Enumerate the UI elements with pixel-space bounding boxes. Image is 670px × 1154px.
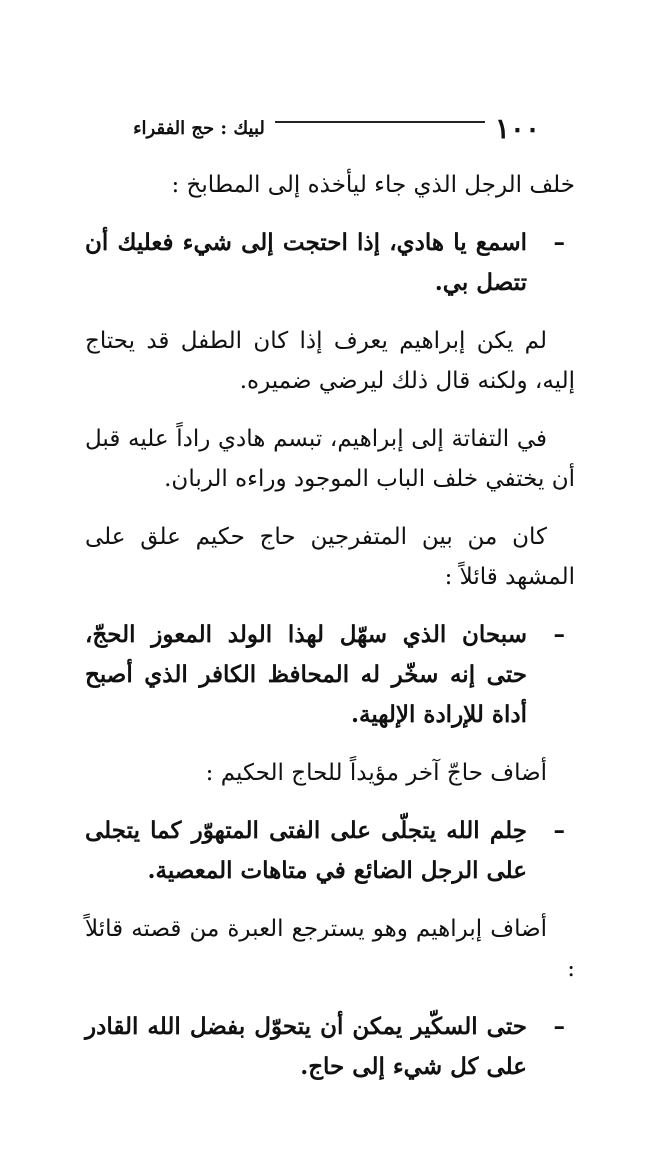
paragraph-text: أضاف إبراهيم وهو يسترجع العبرة من قصته قائلاً : bbox=[85, 916, 575, 982]
paragraph bbox=[85, 419, 575, 499]
page-number: ١٠٠ bbox=[494, 111, 540, 145]
paragraph bbox=[85, 321, 575, 401]
dialogue-line bbox=[85, 223, 575, 303]
paragraph bbox=[85, 165, 575, 205]
dialogue-line bbox=[85, 615, 575, 735]
paragraph-text: خلف الرجل الذي جاء ليأخذه إلى المطابخ : bbox=[171, 172, 575, 198]
dialogue-line bbox=[85, 1007, 575, 1087]
paragraph-text: أضاف حاجّ آخر مؤيداً للحاج الحكيم : bbox=[205, 760, 547, 786]
paragraph-text: كان من بين المتفرجين حاج حكيم علق على المشهد قائلاً : bbox=[85, 524, 575, 590]
paragraph-text: في التفاتة إلى إبراهيم، تبسم هادي راداً عليه قبل أن يختفي خلف الباب الموجود وراءه الربان. bbox=[85, 426, 575, 492]
dialogue-dash: – bbox=[553, 621, 565, 648]
running-title: لبيك : حج الفقراء bbox=[133, 117, 265, 139]
dialogue-dash: – bbox=[553, 817, 565, 844]
dialogue-text: سبحان الذي سهّل لهذا الولد المعوز الحجّ، حتى إنه سخّر له المحافظ الكافر الذي أصبح أداة للإرادة الإلهية. bbox=[85, 621, 527, 728]
dialogue-text: اسمع يا هادي، إذا احتجت إلى شيء فعليك أن تتصل بي. bbox=[85, 229, 527, 296]
paragraph bbox=[85, 909, 575, 989]
header-rule bbox=[275, 121, 485, 123]
dialogue-text: حِلم الله يتجلّى على الفتى المتهوّر كما يتجلى على الرجل الضائع في متاهات المعصية. bbox=[85, 817, 527, 884]
dialogue-dash: – bbox=[553, 229, 565, 256]
dialogue-dash: – bbox=[553, 1013, 565, 1040]
page-body bbox=[85, 165, 575, 1105]
paragraph bbox=[85, 517, 575, 597]
paragraph bbox=[85, 753, 575, 793]
paragraph-text: لم يكن إبراهيم يعرف إذا كان الطفل قد يحتاج إليه، ولكنه قال ذلك ليرضي ضميره. bbox=[85, 328, 575, 394]
dialogue-line bbox=[85, 811, 575, 891]
dialogue-text: حتى السكّير يمكن أن يتحوّل بفضل الله القادر على كل شيء إلى حاج. bbox=[85, 1013, 527, 1080]
page-header bbox=[30, 108, 540, 148]
